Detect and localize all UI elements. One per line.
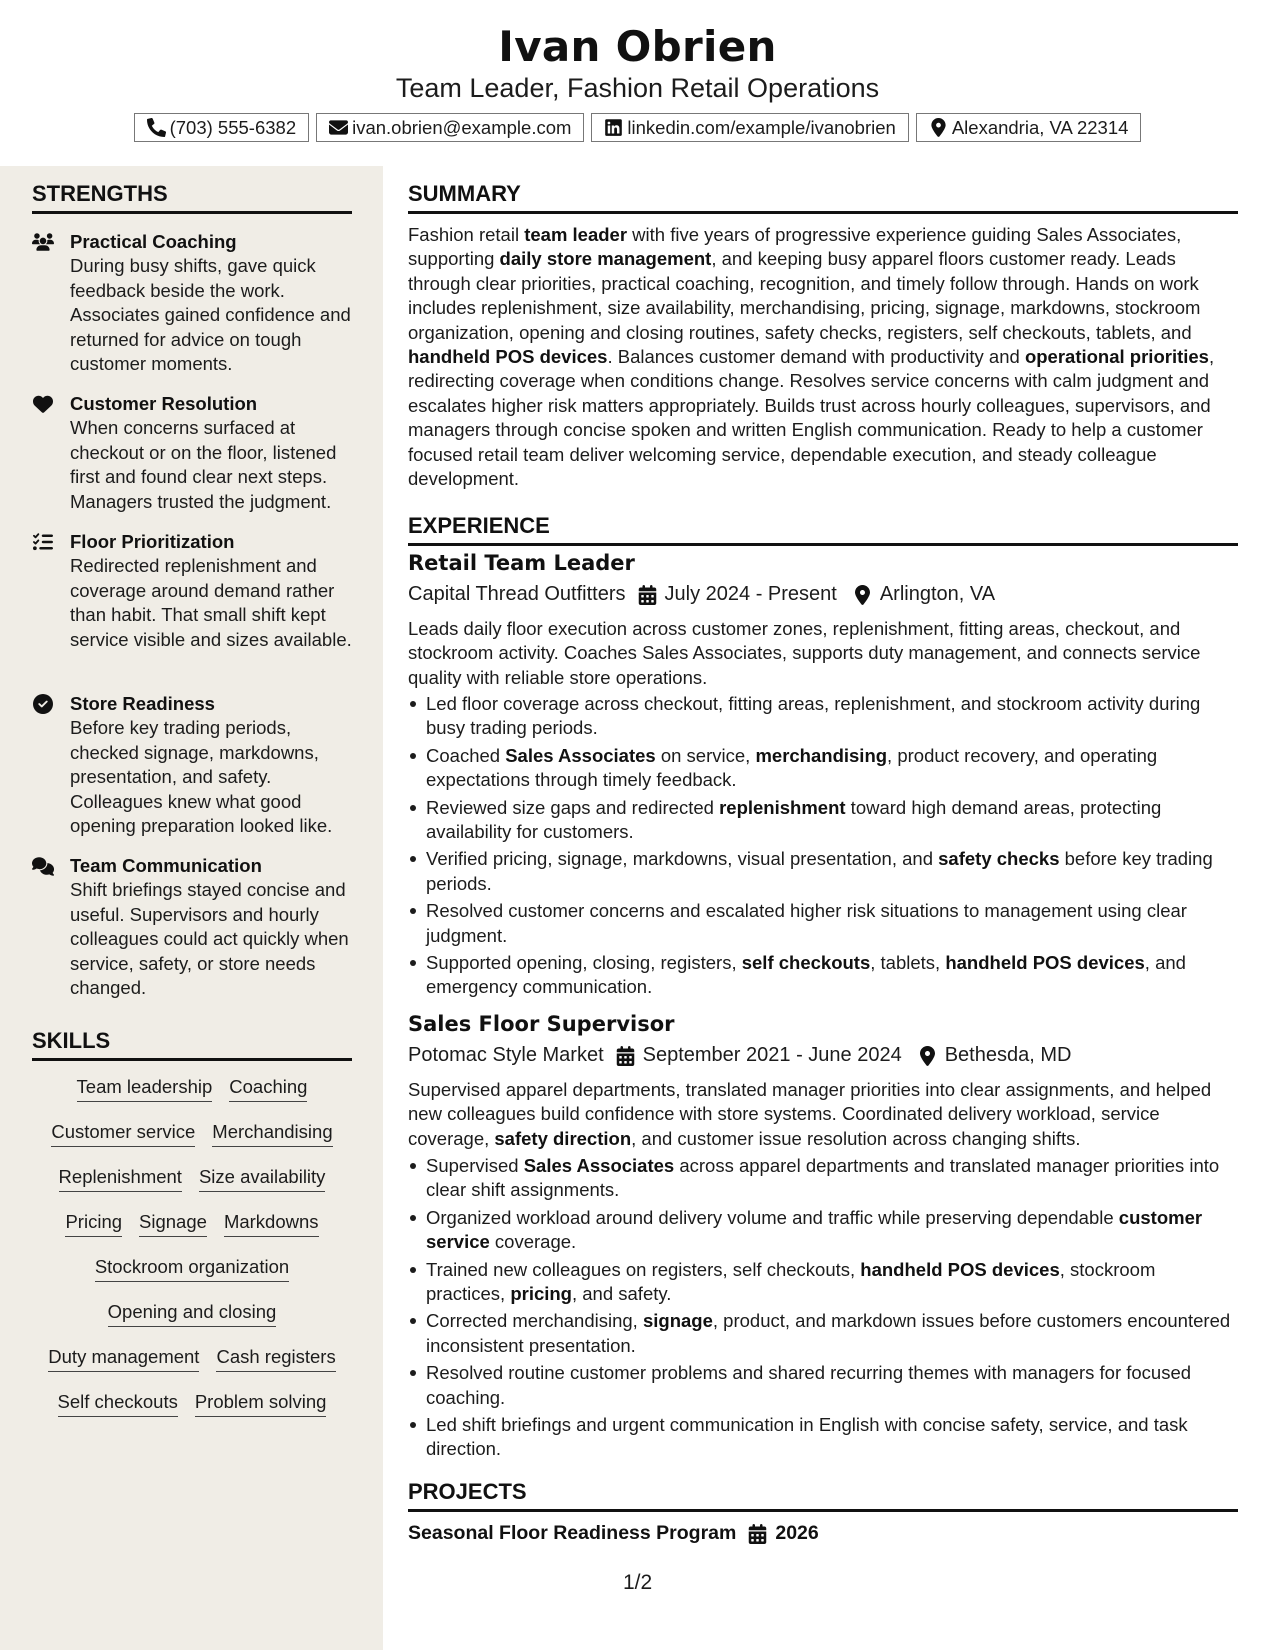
text-run: with five years of progressive experience guiding Sales Associates, supporting — [408, 224, 1182, 270]
strength-text: During busy shifts, gave quick feedback beside the work. Associates gained confidence and returned for advice on tough customer moments. — [70, 255, 351, 374]
emphasis-text: handheld POS devices — [860, 1258, 1060, 1280]
contact-phone[interactable] — [134, 113, 310, 142]
emphasis-text: Sales Associates — [523, 1155, 675, 1176]
project-row — [408, 1522, 819, 1545]
emphasis-text: team leader — [524, 224, 628, 245]
emphasis-text: Sales Associates — [505, 744, 656, 766]
check-circle-icon — [32, 694, 56, 714]
skill-tag: Customer service — [51, 1119, 195, 1147]
strength-text: When concerns surfaced at checkout or on the floor, listened first and found clear next steps. Managers trusted the judgment. — [70, 417, 337, 512]
emphasis-text: signage — [642, 1310, 713, 1332]
summary-heading: SUMMARY — [408, 181, 1238, 214]
job-description: Leads daily floor execution across customer zones, replenishment, fitting areas, checkout, and stockroom activity. Coaches Sales Associates, supports duty management, and connects service quality with reliable store operations. — [408, 618, 1201, 688]
text-run: , product recovery, and operating expectations through timely feedback. — [426, 744, 1158, 791]
map-pin-icon — [929, 118, 948, 137]
emphasis-text: replenishment — [719, 796, 846, 818]
text-run: , and customer issue resolution across changing shifts. — [631, 1127, 1081, 1149]
skills-list — [32, 1074, 352, 1434]
skill-row — [32, 1164, 352, 1209]
calendar-icon — [638, 585, 657, 605]
emphasis-text: customer service — [426, 1206, 1203, 1253]
bullet-item — [408, 1413, 1238, 1462]
bullet-item — [408, 796, 1238, 845]
bullet-item — [408, 1258, 1238, 1307]
job-title: Sales Floor Supervisor — [408, 1012, 675, 1036]
strength-item — [32, 854, 352, 1001]
job-dates: July 2024 - Present — [664, 583, 837, 605]
job-dates: September 2021 - June 2024 — [642, 1044, 902, 1066]
bullet-item — [408, 847, 1238, 896]
users-icon — [32, 232, 56, 252]
bullet-item — [408, 1309, 1238, 1358]
strength-title: Team Communication — [70, 855, 262, 876]
envelope-icon — [329, 118, 348, 137]
text-run: coverage. — [489, 1231, 577, 1253]
strength-title: Floor Prioritization — [70, 531, 235, 552]
strength-item — [32, 392, 352, 514]
skill-row — [32, 1119, 352, 1164]
bullet-item — [408, 899, 1238, 948]
candidate-title: Team Leader, Fashion Retail Operations — [395, 73, 880, 103]
skill-tag: Opening and closing — [108, 1299, 277, 1327]
job-meta — [408, 1044, 1071, 1067]
skill-tag: Coaching — [229, 1074, 307, 1102]
text-run: Corrected merchandising, — [426, 1310, 643, 1332]
calendar-icon — [616, 1046, 635, 1066]
text-run: across apparel departments and translated manager priorities into clear shift assignments. — [426, 1155, 1220, 1201]
contact-linkedin[interactable] — [591, 113, 908, 142]
text-run: Supervised apparel departments, translated manager priorities into clear assignments, and helped new colleagues build confidence with store systems. Coordinated delivery workload, service coverage, — [408, 1079, 1212, 1149]
text-run: Verified pricing, signage, markdowns, visual presentation, and — [426, 848, 939, 870]
bullet-item — [408, 692, 1238, 741]
text-run: , tablets, — [870, 952, 946, 974]
text-run: toward high demand areas, protecting availability for customers. — [426, 796, 1162, 843]
calendar-icon — [748, 1524, 767, 1544]
skill-row — [32, 1209, 352, 1254]
strength-title: Customer Resolution — [70, 393, 258, 414]
contact-linkedin-text: linkedin.com/example/ivanobrien — [627, 116, 896, 138]
contact-phone-text: (703) 555-6382 — [169, 116, 297, 138]
text-run: , and keeping busy apparel floors customer ready. Leads through clear priorities, practical coaching, recognition, and timely follow through. Hands on work includes replenishment, size availability, merchandising, pricing, signage, markdowns, stockroom organization, opening and closing routines, safety checks, registers, self checkouts, tablets, and — [408, 248, 1201, 343]
contact-location — [916, 113, 1142, 142]
skill-tag: Self checkouts — [58, 1389, 178, 1417]
page-number: 1/2 — [623, 1571, 653, 1594]
text-run: Coached — [426, 744, 506, 766]
skill-tag: Pricing — [65, 1209, 122, 1237]
projects-heading: PROJECTS — [408, 1479, 1238, 1512]
text-run: Supported opening, closing, registers, — [426, 952, 742, 974]
project-year: 2026 — [775, 1522, 819, 1544]
skill-tag: Markdowns — [224, 1209, 319, 1237]
text-run: , and emergency communication. — [426, 952, 1186, 998]
strength-item — [32, 230, 352, 377]
skill-tag: Replenishment — [59, 1164, 182, 1192]
text-run: Organized workload around delivery volume and traffic while preserving dependable — [426, 1206, 1119, 1228]
emphasis-text: merchandising — [755, 744, 888, 766]
map-pin-icon — [853, 585, 872, 605]
job-location: Arlington, VA — [879, 583, 996, 605]
job-bullets — [408, 692, 1238, 1003]
experience-heading: EXPERIENCE — [408, 513, 1238, 546]
skill-tag: Size availability — [199, 1164, 325, 1192]
phone-icon — [147, 118, 166, 137]
emphasis-text: safety checks — [938, 848, 1060, 870]
strength-title: Store Readiness — [70, 693, 215, 714]
bullet-item — [408, 951, 1238, 1000]
bullet-item — [408, 744, 1238, 793]
job-meta — [408, 583, 995, 606]
bullet-item — [408, 1361, 1238, 1410]
bullet-item — [408, 1206, 1238, 1255]
strength-item — [32, 692, 352, 839]
strength-item — [32, 530, 352, 652]
text-run: Led shift briefings and urgent communication in English with concise safety, service, and task direction. — [426, 1414, 1188, 1460]
text-run: Led floor coverage across checkout, fitting areas, replenishment, and stockroom activity during busy trading periods. — [426, 693, 1201, 739]
summary-text — [408, 223, 1238, 491]
emphasis-text: daily store management — [499, 248, 712, 270]
skill-row — [32, 1074, 352, 1119]
contact-email-text: ivan.obrien@example.com — [352, 116, 572, 138]
text-run: Resolved customer concerns and escalated higher risk situations to management using clear judgment. — [426, 900, 1187, 946]
job-location: Bethesda, MD — [944, 1044, 1072, 1066]
text-run: on service, — [655, 744, 756, 766]
skill-tag: Duty management — [48, 1344, 199, 1372]
strength-text: Before key trading periods, checked signage, markdowns, presentation, and safety. Colleagues knew what good opening preparation looked like. — [70, 717, 333, 836]
candidate-name: Ivan Obrien — [498, 22, 777, 71]
job-bullets — [408, 1154, 1238, 1465]
strengths-heading: STRENGTHS — [32, 181, 352, 214]
job-company: Capital Thread Outfitters — [408, 583, 626, 605]
skill-tag: Cash registers — [216, 1344, 335, 1372]
job-company: Potomac Style Market — [408, 1044, 604, 1066]
text-run: Trained new colleagues on registers, self checkouts, — [426, 1258, 861, 1280]
emphasis-text: handheld POS devices — [408, 346, 608, 368]
skill-row — [32, 1254, 352, 1299]
comments-icon — [32, 856, 56, 876]
job-title: Retail Team Leader — [408, 551, 635, 575]
text-run: Reviewed size gaps and redirected — [426, 796, 720, 818]
text-run: . Balances customer demand with productivity and — [607, 346, 1025, 368]
strength-title: Practical Coaching — [70, 231, 237, 252]
heart-icon — [32, 394, 56, 414]
text-run: , redirecting coverage when conditions change. Resolves service concerns with calm judgment and escalates higher risk matters appropriately. Builds trust across hourly colleagues, supervisors, and managers through concise spoken and written English communication. Ready to help a customer focused retail team deliver welcoming service, dependable execution, and steady colleague development. — [408, 346, 1215, 490]
text-run: Supervised — [426, 1155, 524, 1176]
emphasis-text: safety direction — [494, 1127, 632, 1149]
list-check-icon — [32, 532, 56, 552]
emphasis-text: operational priorities — [1024, 346, 1209, 368]
strength-text: Shift briefings stayed concise and useful. Supervisors and hourly colleagues could act quickly when service, safety, or store needs changed. — [70, 879, 349, 998]
contact-location-text: Alexandria, VA 22314 — [951, 116, 1129, 138]
skill-tag: Merchandising — [212, 1119, 332, 1147]
skills-heading: SKILLS — [32, 1028, 352, 1061]
skill-row — [32, 1299, 352, 1344]
skill-row — [32, 1344, 352, 1389]
skill-tag: Problem solving — [195, 1389, 327, 1417]
text-run: Resolved routine customer problems and shared recurring themes with managers for focused coaching. — [426, 1362, 1192, 1408]
skill-tag: Signage — [139, 1209, 207, 1237]
emphasis-text: handheld POS devices — [945, 952, 1145, 974]
text-run: , stockroom practices, — [426, 1258, 1156, 1305]
project-title: Seasonal Floor Readiness Program — [408, 1522, 737, 1544]
job-description — [408, 1078, 1238, 1151]
linkedin-icon — [604, 118, 623, 137]
skill-row — [32, 1389, 352, 1434]
text-run: , product, and markdown issues before customers encountered inconsistent presentation. — [426, 1310, 1231, 1356]
text-run: , and safety. — [571, 1283, 672, 1305]
contact-email[interactable] — [316, 113, 584, 142]
map-pin-icon — [918, 1046, 937, 1066]
text-run: Fashion retail — [408, 224, 525, 245]
strength-text: Redirected replenishment and coverage around demand rather than habit. That small shift kept service visible and sizes available. — [70, 555, 352, 650]
skill-tag: Stockroom organization — [95, 1254, 289, 1282]
skill-tag: Team leadership — [77, 1074, 213, 1102]
emphasis-text: self checkouts — [741, 952, 871, 974]
emphasis-text: pricing — [510, 1283, 572, 1305]
bullet-item — [408, 1154, 1238, 1203]
text-run: before key trading periods. — [426, 848, 1213, 894]
contact-bar — [0, 113, 1275, 142]
